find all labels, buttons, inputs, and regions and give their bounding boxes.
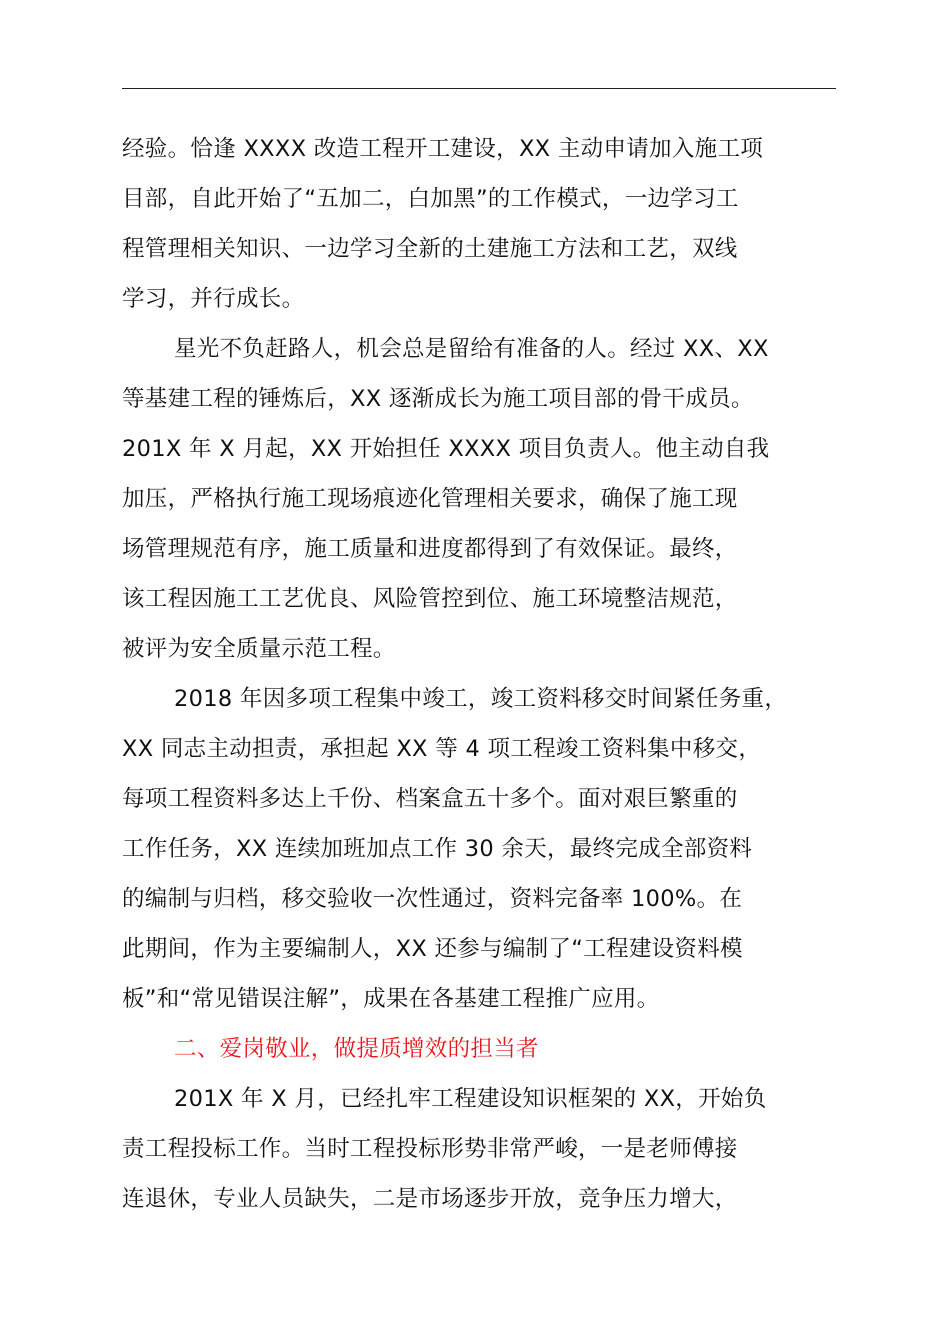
text-line: 责工程投标工作。当时工程投标形势非常严峻，一是老师傅接 [122, 1136, 738, 1162]
text-line: 此期间，作为主要编制人，XX 还参与编制了“工程建设资料模 [122, 936, 743, 962]
section-heading-text: 二、爱岗敬业，做提质增效的担当者 [174, 1036, 539, 1062]
text-line: 201X 年 X 月起，XX 开始担任 XXXX 项目负责人。他主动自我 [122, 436, 770, 462]
text-line: 201X 年 X 月，已经扎牢工程建设知识框架的 XX，开始负 [174, 1086, 767, 1112]
text-line: XX 同志主动担责，承担起 XX 等 4 项工程竣工资料集中移交， [122, 736, 762, 762]
text-line: 程管理相关知识、一边学习全新的土建施工方法和工艺，双线 [122, 236, 738, 262]
paragraph-2 [122, 324, 862, 674]
paragraph-4 [122, 1074, 862, 1224]
text-line: 2018 年因多项工程集中竣工，竣工资料移交时间紧任务重， [174, 686, 788, 712]
text-line: 连退休，专业人员缺失，二是市场逐步开放，竞争压力增大， [122, 1186, 738, 1212]
section-heading [122, 1024, 862, 1074]
text-line: 场管理规范有序，施工质量和进度都得到了有效保证。最终， [122, 536, 738, 562]
paragraph-1 [122, 124, 862, 324]
document-body [122, 124, 862, 1224]
text-line: 星光不负赶路人，机会总是留给有准备的人。经过 XX、XX [174, 336, 769, 362]
text-line: 工作任务，XX 连续加班加点工作 30 余天，最终完成全部资料 [122, 836, 753, 862]
text-line: 板”和“常见错误注解”，成果在各基建工程推广应用。 [122, 986, 660, 1012]
text-line: 被评为安全质量示范工程。 [122, 636, 396, 662]
text-line: 经验。恰逢 XXXX 改造工程开工建设，XX 主动申请加入施工项 [122, 136, 764, 162]
text-line: 加压，严格执行施工现场痕迹化管理相关要求，确保了施工现 [122, 486, 738, 512]
text-line: 目部，自此开始了“五加二，白加黑”的工作模式，一边学习工 [122, 186, 739, 212]
text-line: 该工程因施工工艺优良、风险管控到位、施工环境整洁规范， [122, 586, 738, 612]
text-line: 学习，并行成长。 [122, 286, 305, 312]
paragraph-3 [122, 674, 862, 1024]
text-line: 等基建工程的锤炼后，XX 逐渐成长为施工项目部的骨干成员。 [122, 386, 754, 412]
text-line: 的编制与归档，移交验收一次性通过，资料完备率 100%。在 [122, 886, 743, 912]
text-line: 每项工程资料多达上千份、档案盒五十多个。面对艰巨繁重的 [122, 786, 738, 812]
header-rule [122, 88, 836, 89]
